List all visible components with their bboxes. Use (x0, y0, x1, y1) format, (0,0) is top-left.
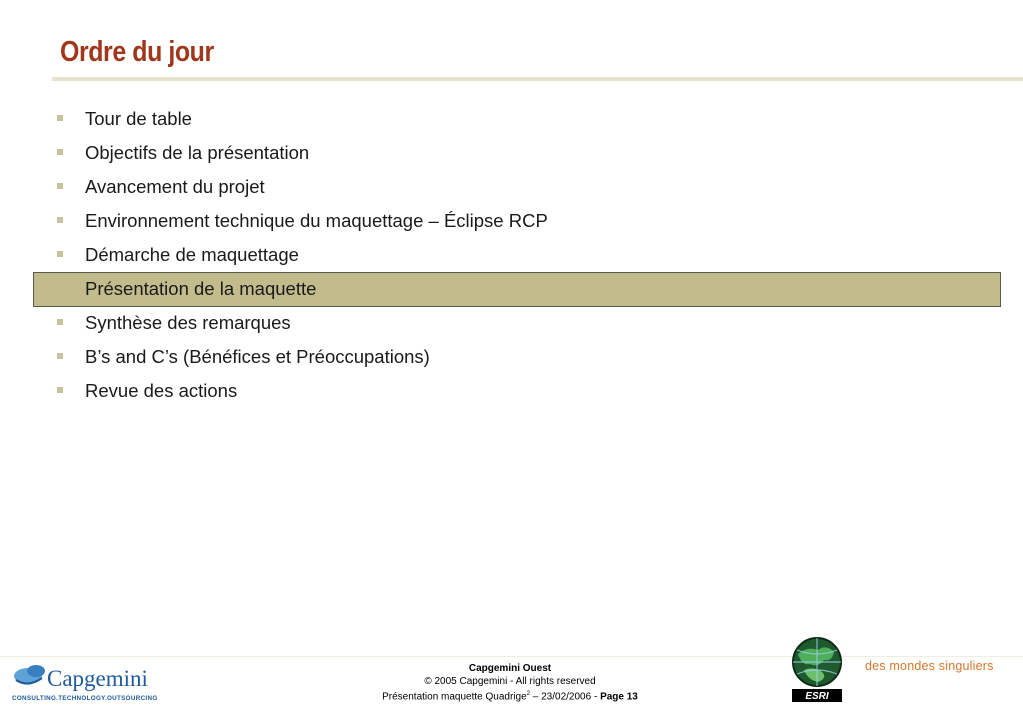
square-bullet-icon (57, 217, 63, 223)
footer-tagline: des mondes singuliers (865, 659, 994, 673)
esri-globe-logo (788, 636, 846, 704)
square-bullet-icon (57, 251, 63, 257)
agenda-item (0, 306, 1023, 340)
footer-doc-prefix: Présentation maquette Quadrige (382, 691, 527, 703)
svg-text:Capgemini: Capgemini (47, 666, 148, 691)
agenda-item-current (0, 272, 1023, 306)
svg-text:CONSULTING.TECHNOLOGY.OUTSOURC: CONSULTING.TECHNOLOGY.OUTSOURCING (12, 695, 158, 702)
agenda-item (0, 102, 1023, 136)
square-bullet-icon (57, 353, 63, 359)
footer-info (330, 662, 690, 703)
agenda-item-label: Démarche de maquettage (85, 244, 299, 265)
square-bullet-icon (57, 183, 63, 189)
agenda-item-label: Tour de table (85, 108, 192, 129)
footer-copyright: © 2005 Capgemini - All rights reserved (424, 676, 596, 687)
footer-document-line (330, 688, 690, 703)
agenda-item-label: Présentation de la maquette (85, 278, 317, 299)
title-divider (52, 77, 1023, 81)
slide-title: Ordre du jour (60, 36, 214, 68)
agenda-item-label: Avancement du projet (85, 176, 265, 197)
footer-doc-date: – 23/02/2006 - (530, 691, 601, 703)
square-bullet-icon (57, 387, 63, 393)
agenda-item-label: Objectifs de la présentation (85, 142, 310, 163)
agenda-item-label: Revue des actions (85, 380, 238, 401)
square-bullet-icon (57, 319, 63, 325)
agenda-item-label: Environnement technique du maquettage – Éclipse RCP (85, 210, 548, 231)
agenda-item-label: B’s and C’s (Bénéfices et Préoccupations) (85, 346, 430, 367)
agenda-item (0, 340, 1023, 374)
footer-company: Capgemini Ouest (468, 663, 552, 674)
square-bullet-icon (57, 149, 63, 155)
agenda-item (0, 204, 1023, 238)
footer-divider (0, 656, 1023, 657)
capgemini-logo (10, 658, 162, 704)
footer-doc-sup: 2 (526, 691, 530, 697)
footer-page-number: Page 13 (600, 691, 638, 703)
agenda-item (0, 170, 1023, 204)
agenda-item (0, 238, 1023, 272)
square-bullet-icon (57, 115, 63, 121)
agenda-item (0, 136, 1023, 170)
svg-text:ESRI: ESRI (805, 691, 829, 702)
agenda-item-label: Synthèse des remarques (85, 312, 291, 333)
agenda-item (0, 374, 1023, 408)
agenda-list (0, 102, 1023, 408)
